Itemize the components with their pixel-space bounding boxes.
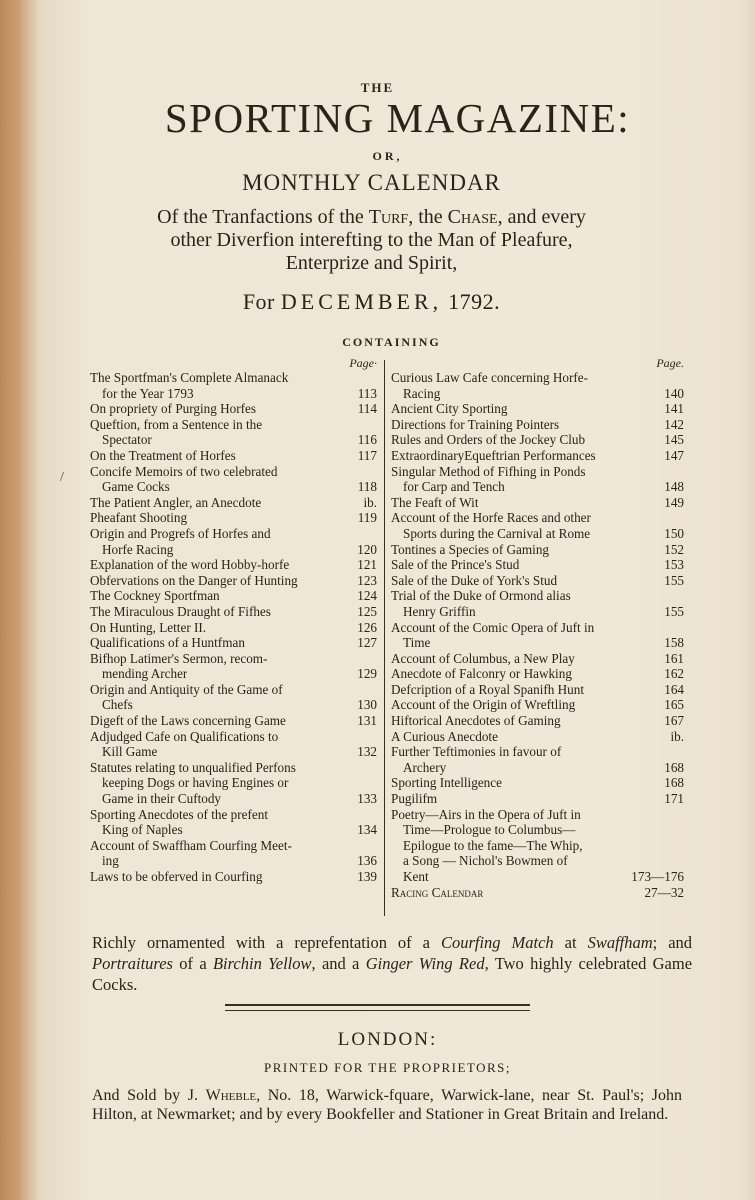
contents-entry bbox=[90, 526, 377, 557]
contents-entry-title: Game Cocks bbox=[102, 479, 170, 495]
contents-entry-page: 27—32 bbox=[644, 884, 684, 900]
contents-entry-title: Digeft of the Laws concerning Game bbox=[90, 713, 286, 729]
contents-entry-page: 114 bbox=[357, 401, 377, 417]
subtitle-line-2: other Diverfion interefting to the Man of Pleafure, bbox=[170, 229, 573, 251]
contents-entry-title: The Cockney Sportfman bbox=[90, 588, 220, 604]
contents-entry bbox=[391, 557, 684, 573]
contents-entry-page: 142 bbox=[664, 416, 684, 432]
contents-entry-title: Kill Game bbox=[102, 744, 158, 760]
contents-entry-title: Sale of the Duke of York's Stud bbox=[391, 572, 558, 588]
contents-entry-title: On the Treatment of Horfes bbox=[90, 447, 236, 463]
contents-entry-title: Defcription of a Royal Spanifh Hunt bbox=[391, 681, 585, 697]
contents-entry-page: 148 bbox=[664, 479, 684, 495]
contents-entry bbox=[391, 807, 684, 885]
contents-entry-page: 126 bbox=[357, 619, 377, 635]
contents-right-column bbox=[391, 356, 684, 900]
contents-entry bbox=[90, 651, 377, 682]
contents-entry-page: 162 bbox=[664, 666, 684, 682]
contents-entry-title: The Feaft of Wit bbox=[391, 494, 479, 510]
contents-entry-title: Rules and Orders of the Jockey Club bbox=[391, 432, 586, 448]
contents-entry bbox=[391, 495, 684, 511]
issue-month: DECEMBER, bbox=[280, 289, 443, 314]
contents-entry-page: 127 bbox=[357, 635, 377, 651]
contents-entry bbox=[391, 791, 684, 807]
contents-entry-page: 121 bbox=[357, 557, 377, 573]
contents-entry-title: Horfe Racing bbox=[102, 541, 174, 557]
issue-year: 1792. bbox=[448, 289, 501, 314]
contents-entry-title: Directions for Training Pointers bbox=[391, 416, 560, 432]
contents-entry-title: Account of the Origin of Wreftling bbox=[391, 697, 576, 713]
contents-entry-line: Adjudged Cafe on Qualifications to bbox=[90, 728, 279, 744]
contents-entry bbox=[90, 760, 377, 807]
contents-entry-line: Account of the Comic Opera of Juft in bbox=[391, 619, 595, 635]
contents-entry-line: Statutes relating to unqualified Perfons bbox=[90, 759, 296, 775]
contents-entry bbox=[90, 573, 377, 589]
contents-entry-line: Account of the Horfe Races and other bbox=[391, 510, 591, 526]
contents-entry bbox=[90, 401, 377, 417]
contents-entry-title: Pugilifm bbox=[391, 791, 438, 807]
contents-entry bbox=[90, 464, 377, 495]
contents-entry bbox=[391, 542, 684, 558]
contents-entry bbox=[391, 651, 684, 667]
contents-entry bbox=[391, 729, 684, 745]
contents-entry bbox=[90, 869, 377, 885]
page-label-left: Page· bbox=[349, 356, 377, 370]
imprint-city: LONDON: bbox=[337, 1029, 438, 1050]
title-the: THE bbox=[360, 80, 395, 95]
contents-entry bbox=[90, 838, 377, 869]
contents-entry-line: Further Teftimonies in favour of bbox=[391, 744, 562, 760]
contents-entry-page: 131 bbox=[357, 713, 377, 729]
contents-entry-title: Archery bbox=[403, 759, 447, 775]
title-or: OR, bbox=[372, 149, 403, 163]
contents-entry-page: 123 bbox=[357, 572, 377, 588]
contents-entry-page: 173—176 bbox=[631, 869, 684, 884]
contents-entry-page: 147 bbox=[664, 447, 684, 463]
contents-entry-title: The Patient Angler, an Anecdote bbox=[90, 494, 262, 510]
contents-entry bbox=[391, 432, 684, 448]
imprint-printed-for: PRINTED FOR THE PROPRIETORS; bbox=[263, 1060, 512, 1075]
issue-date: For DECEMBER, 1792. bbox=[242, 289, 501, 314]
contents-entry bbox=[391, 401, 684, 417]
contents-entry-title: Hiftorical Anecdotes of Gaming bbox=[391, 713, 561, 729]
contents-entry-page: 155 bbox=[664, 603, 684, 619]
illustration-description: Richly ornamented with a reprefentation of a Courfing Match at Swaffham; and Portraitures of a Birchin Yellow, and a Ginger Wing Red, Two highly celebrated Game Cocks. bbox=[92, 933, 693, 994]
contents-entry bbox=[90, 417, 377, 448]
contents-entry bbox=[391, 464, 684, 495]
contents-entry bbox=[391, 666, 684, 682]
turf-word: Turf bbox=[368, 206, 409, 228]
contents-entry-page: 133 bbox=[357, 791, 377, 807]
contents-entry bbox=[90, 635, 377, 651]
contents-entry bbox=[391, 573, 684, 589]
contents-entry bbox=[90, 448, 377, 464]
contents-entry-page: 141 bbox=[664, 401, 684, 417]
contents-entry-title: Henry Griffin bbox=[403, 603, 476, 619]
contents-entry-line: Origin and Antiquity of the Game of bbox=[90, 681, 283, 697]
contents-entry-line: Sporting Anecdotes of the prefent bbox=[90, 806, 268, 822]
contents-entry-page: 149 bbox=[664, 494, 684, 510]
contents-entry-page: 167 bbox=[664, 713, 684, 729]
monthly-calendar-heading: MONTHLY CALENDAR bbox=[242, 170, 501, 195]
contents-entry-page: 171 bbox=[664, 791, 684, 807]
contents-entry bbox=[90, 807, 377, 838]
contents-entry-page: 113 bbox=[357, 385, 377, 401]
contents-entry-line: Poetry—Airs in the Opera of Juft in bbox=[391, 806, 581, 822]
contents-entry-page: 132 bbox=[357, 744, 377, 760]
contents-entry bbox=[90, 588, 377, 604]
contents-entry-title: Laws to be obferved in Courfing bbox=[90, 869, 263, 884]
contents-entry-page: 161 bbox=[664, 650, 684, 666]
contents-entry-line: Concife Memoirs of two celebrated bbox=[90, 463, 278, 479]
contents-entry-title: Anecdote of Falconry or Hawking bbox=[391, 666, 572, 682]
contents-entry-page: 168 bbox=[664, 759, 684, 775]
contents-entry bbox=[391, 620, 684, 651]
contents-entry-page: 165 bbox=[664, 697, 684, 713]
contents-entry-line: a Song — Nichol's Bowmen of bbox=[403, 853, 568, 869]
subtitle-line-1: Of the Tranfactions of the Turf, the Chase, and every bbox=[157, 206, 586, 228]
contents-entry-title: Time bbox=[403, 635, 431, 651]
contents-entry bbox=[391, 370, 684, 401]
contents-entry-title: Racing bbox=[403, 385, 441, 401]
contents-entry-title: On Hunting, Letter II. bbox=[90, 619, 207, 635]
contents-entry bbox=[90, 682, 377, 713]
contents-entry-title: ing bbox=[102, 853, 119, 869]
contents-entry bbox=[391, 775, 684, 791]
subtitle-line-3: Enterprize and Spirit, bbox=[285, 252, 458, 274]
contents-entry-title: ExtraordinaryEqueftrian Performances bbox=[391, 447, 596, 463]
contents-entry-page: 118 bbox=[357, 479, 377, 495]
contents-entry-line: Curious Law Cafe concerning Horfe- bbox=[391, 370, 589, 385]
contents-entry-line: Account of Swaffham Courfing Meet- bbox=[90, 837, 292, 853]
contents-entry-page: 119 bbox=[357, 510, 377, 526]
contents-entry-title: Chefs bbox=[102, 697, 133, 713]
contents-entry-line: Trial of the Duke of Ormond alias bbox=[391, 588, 571, 604]
contents-entry-line: Time—Prologue to Columbus— bbox=[403, 822, 576, 838]
subtitle bbox=[0, 206, 749, 275]
contents-entry bbox=[90, 620, 377, 636]
contents-entry-title: Sporting Intelligence bbox=[391, 775, 502, 791]
contents-entry bbox=[90, 370, 377, 401]
contents-entry-page: 153 bbox=[664, 557, 684, 573]
contents-entry bbox=[391, 588, 684, 619]
contents-entry-page: ib. bbox=[670, 728, 684, 744]
contents-entry-title: Explanation of the word Hobby-horfe bbox=[90, 557, 290, 573]
contents-entry-title: Kent bbox=[403, 869, 429, 884]
contents-entry-page: 155 bbox=[664, 572, 684, 588]
contents-entry-page: 150 bbox=[664, 525, 684, 541]
contents-entry-page: 120 bbox=[357, 541, 377, 557]
contents-entry-page: 136 bbox=[357, 853, 377, 869]
contents-entry-line: Epilogue to the fame—The Whip, bbox=[403, 837, 583, 853]
contents-entry bbox=[391, 697, 684, 713]
contents-entry bbox=[90, 729, 377, 760]
contents-entry bbox=[391, 510, 684, 541]
containing-heading: CONTAINING bbox=[342, 335, 441, 349]
contents-entry-page: 117 bbox=[357, 447, 377, 463]
contents-entry bbox=[90, 495, 377, 511]
contents-entry bbox=[391, 744, 684, 775]
contents-entry-title: On propriety of Purging Horfes bbox=[90, 401, 257, 417]
contents-entry-line: The Sportfman's Complete Almanack bbox=[90, 370, 289, 385]
contents-entry-title: Game in their Cuftody bbox=[102, 791, 222, 807]
contents-entry-line: keeping Dogs or having Engines or bbox=[102, 775, 289, 791]
contents-entry-line: Queftion, from a Sentence in the bbox=[90, 416, 263, 432]
contents-left-column bbox=[90, 356, 377, 885]
contents-entry-title: for Carp and Tench bbox=[403, 479, 505, 495]
contents-entry-page: 152 bbox=[664, 541, 684, 557]
contents-entry-title: Pheafant Shooting bbox=[90, 510, 188, 526]
contents-entry-title: Sports during the Carnival at Rome bbox=[403, 525, 591, 541]
contents-entry-page: 168 bbox=[664, 775, 684, 791]
contents-entry-title: for the Year 1793 bbox=[102, 385, 194, 401]
contents-entry-title: Sale of the Prince's Stud bbox=[391, 557, 520, 573]
contents-entry-page: 130 bbox=[357, 697, 377, 713]
contents-entry-page: 116 bbox=[357, 432, 377, 448]
contents-entry bbox=[90, 557, 377, 573]
contents-entry-title: The Miraculous Draught of Fifhes bbox=[90, 603, 271, 619]
column-divider bbox=[384, 360, 385, 916]
contents-entry-page: 140 bbox=[664, 385, 684, 401]
contents-entry-page: 124 bbox=[357, 588, 377, 604]
contents-entry bbox=[391, 417, 684, 433]
contents-entry bbox=[391, 713, 684, 729]
magazine-title: SPORTING MAGAZINE: bbox=[164, 95, 631, 141]
contents-entry-page: 164 bbox=[664, 681, 684, 697]
contents-entry-page: 134 bbox=[357, 822, 377, 838]
contents-entry-title: A Curious Anecdote bbox=[391, 728, 498, 744]
contents-entry-line: Singular Method of Fifhing in Ponds bbox=[391, 463, 586, 479]
contents-entry-page: 139 bbox=[357, 869, 377, 884]
contents-entry-title: Qualifications of a Huntfman bbox=[90, 635, 245, 651]
contents-entry-title: Account of Columbus, a New Play bbox=[391, 650, 575, 666]
contents-entry-title: Racing Calendar bbox=[391, 884, 484, 900]
imprint-sold-by: And Sold by J. Wheble, No. 18, Warwick-fquare, Warwick-lane, near St. Paul's; John Hilton, at Newmarket; and by every Bookfeller and Stationer in Great Britain and Ireland. bbox=[92, 1087, 683, 1123]
contents-entry-page: 125 bbox=[357, 603, 377, 619]
contents-entry bbox=[90, 713, 377, 729]
contents-entry-page: ib. bbox=[363, 494, 377, 510]
contents-entry-line: Origin and Progrefs of Horfes and bbox=[90, 525, 271, 541]
contents-entry-title: Spectator bbox=[102, 432, 152, 448]
contents-entry bbox=[90, 604, 377, 620]
contents-entry bbox=[90, 510, 377, 526]
contents-entry bbox=[391, 448, 684, 464]
margin-mark: / bbox=[60, 470, 64, 485]
contents-entry-page: 129 bbox=[357, 666, 377, 682]
contents-entry-title: King of Naples bbox=[102, 822, 183, 838]
contents-entry-title: mending Archer bbox=[102, 666, 188, 682]
contents-entry bbox=[391, 682, 684, 698]
contents-entry-line: Bifhop Latimer's Sermon, recom- bbox=[90, 650, 268, 666]
contents-entry-page: 145 bbox=[664, 432, 684, 448]
contents-entry-title: Obfervations on the Danger of Hunting bbox=[90, 572, 298, 588]
contents-entry bbox=[391, 885, 684, 901]
contents-entry-title: Tontines a Species of Gaming bbox=[391, 541, 550, 557]
divider-rule bbox=[225, 1004, 530, 1011]
page-label-right: Page. bbox=[656, 356, 684, 370]
contents-entry-page: 158 bbox=[664, 635, 684, 651]
contents-entry-title: Ancient City Sporting bbox=[391, 401, 508, 417]
chase-word: Chase bbox=[447, 206, 498, 228]
